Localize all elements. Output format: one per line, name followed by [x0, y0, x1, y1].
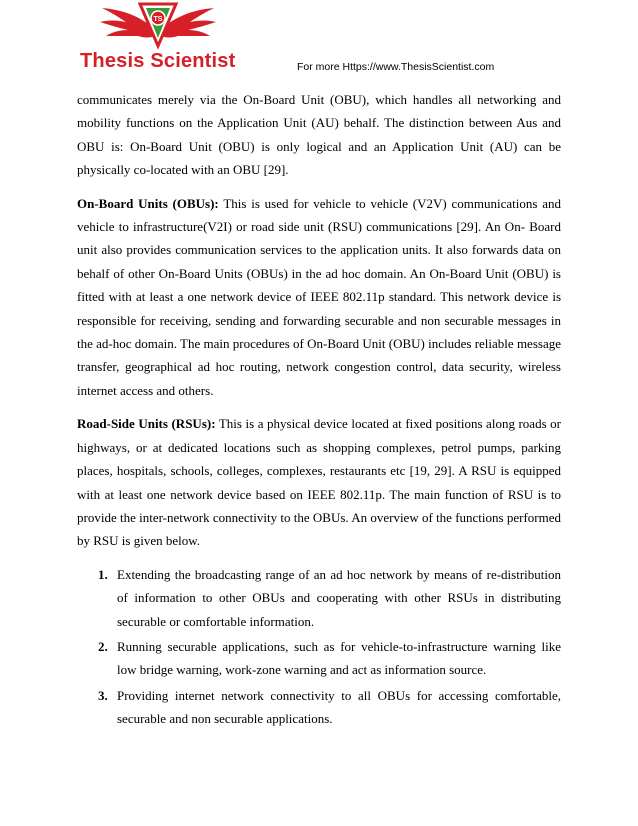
list-item: [98, 563, 561, 633]
list-item: [98, 635, 561, 682]
paragraph-intro: communicates merely via the On-Board Unit (OBU), which handles all networking and mobility functions on the Application Unit (AU) behalf. The distinction between Aus and OBU is: On-Board Unit (OBU) is only logical and an Application Unit (AU) can be physically co-located with an OBU [29].: [77, 92, 561, 178]
list-item-text: Extending the broadcasting range of an ad hoc network by means of re-distribution of information to other OBUs and cooperating with other RSUs in distributing securable or comfortable information.: [117, 566, 561, 629]
rsu-heading: Road-Side Units (RSUs):: [77, 416, 216, 432]
paragraph-rsu: [77, 412, 561, 552]
logo-word-thesis: Thesis: [80, 50, 145, 72]
thesis-scientist-logo-icon: [96, 0, 220, 56]
logo-wordmark: [80, 50, 236, 73]
document-body: [77, 88, 561, 733]
header-website-link[interactable]: For more Https://www.ThesisScientist.com: [297, 61, 495, 73]
list-item: [98, 684, 561, 731]
list-item-text: Running securable applications, such as for vehicle-to-infrastructure warning like low bridge warning, work-zone warning and act as information source.: [117, 638, 561, 678]
page-header: [0, 0, 638, 80]
list-item-number: 3.: [98, 687, 108, 703]
obu-heading: On-Board Units (OBUs):: [77, 195, 219, 211]
logo-word-scientist: Scientist: [150, 50, 236, 72]
obu-text: This is used for vehicle to vehicle (V2V) communications and vehicle to infrastructure(V2I) or road side unit (RSU) communications [29]. An On- Board unit also provides communication services to the application units. It also forwards data on behalf of other On-Board Units (OBUs) in the ad hoc domain. An On-Board Unit (OBU) is fitted with at least a one network device of IEEE 802.11p standard. This network device is responsible for receiving, sending and forwarding securable and non securable messages in the ad-hoc domain. The main procedures of On-Board Unit (OBU) includes reliable message transfer, geographical ad hoc routing, network congestion control, data security, wireless internet access and others.: [77, 195, 561, 398]
paragraph-obu: [77, 192, 561, 403]
list-item-number: 2.: [98, 638, 108, 654]
logo-badge-text: TS: [153, 16, 163, 23]
rsu-text: This is a physical device located at fixed positions along roads or highways, or at dedicated locations such as shopping complexes, petrol pumps, parking places, hospitals, schools, colleges, complexes, restaurants etc [19, 29]. A RSU is equipped with at least one network device based on IEEE 802.11p. The main function of RSU is to provide the inter-network connectivity to the OBUs. An overview of the functions performed by RSU is given below.: [77, 416, 562, 549]
rsu-functions-list: [77, 563, 561, 731]
list-item-number: 1.: [98, 566, 108, 582]
list-item-text: Providing internet network connectivity to all OBUs for accessing comfortable, securable and non securable applications.: [117, 687, 561, 727]
